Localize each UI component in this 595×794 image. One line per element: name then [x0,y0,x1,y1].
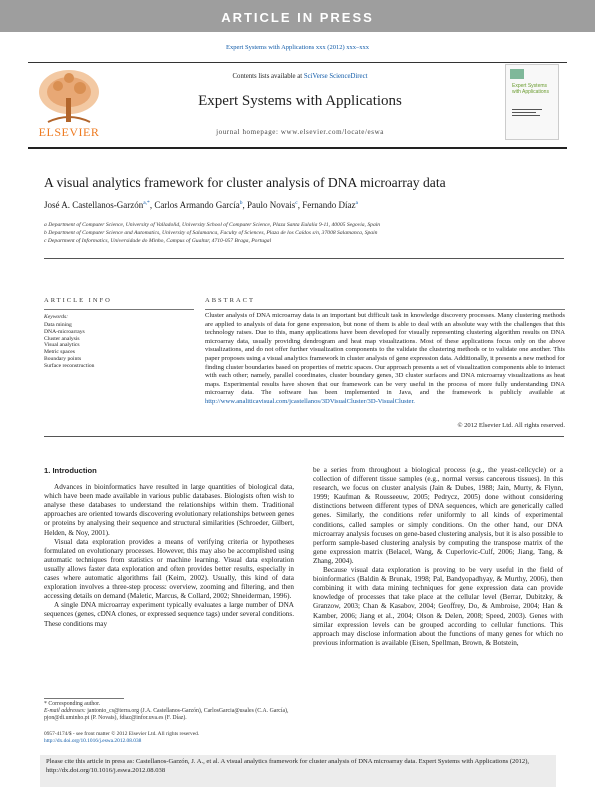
issn-line: 0957-4174/$ - see front matter © 2012 Elsevier Ltd. All rights reserved. [44,731,200,737]
article-info-heading: ARTICLE INFO [44,297,112,304]
affiliation: a Department of Computer Science, University of Valladolid, University School of Computer Science, Plaza Santa Eulalia 9-11, 40005 Segovia, Spain [44,222,381,228]
sciencedirect-link[interactable]: SciVerse ScienceDirect [303,73,368,80]
abstract-copyright: © 2012 Elsevier Ltd. All rights reserved. [457,422,565,429]
keyword: Visual analytics [44,342,80,349]
footnotes: * Corresponding author. E-mail addresses: jantonio_cs@terra.org (J.A. Castellanos-Garzón), CarlosGarcia@usales (C.A. García), pjon@di.uminho.pt (P. Novais), fdiaz@infor.uva.es (F. Díaz). [44,701,294,722]
publisher-name[interactable]: ELSEVIER [38,125,100,139]
contents-line: Contents lists available at SciVerse ScienceDirect [232,73,368,80]
author-name[interactable]: Carlos Armando García [154,200,240,210]
cover-title: Expert Systems with Applications [512,83,549,95]
author-name[interactable]: José A. Castellanos-Garzón [44,200,144,210]
paragraph: be a series from throughout a biological process (e.g., the yeast-cellcycle) or a collection of different tissue samples (e.g., normal versus cancerous tissues). In this research, we focus on cluster analysis (Jain & Dubes, 1988; Jain, Murty, & Flynn, 1999; Kaufman & Rousseeuw, 2005; Pedrycz, 2005) done without considering distinctions between different types of DNA sequences, which are generically called genes. Similarly, the conditions refer uniformly to all kinds of experimental conditions, called samples or simply conditions. On the other hand, our DNA microarray analysis focuses on gene-based clustering analysis, but it is also possible to perform sample-based clustering analysis by computing the transpose matrix of the gene expression matrix (Belacel, Wang, & Cuperlovic-Culf, 2006; Jiang, Tang, & Zhang, 2004). [313,466,563,565]
keyword: Metric spaces [44,349,75,356]
cite-box-text[interactable]: Please cite this article in press as: Castellanos-Garzón, J. A., et al. A visual analytics framework for cluster analysis of DNA microarray data. Expert Systems with Applications (2012), http://dx.doi.org/10.1016/j.eswa.2012.08.038 [46,758,530,774]
author-name[interactable]: Paulo Novais [247,200,296,210]
section-rule [44,436,564,437]
article-title: A visual analytics framework for cluster analysis of DNA microarray data [44,175,446,190]
keywords-list [44,322,164,370]
journal-name: Expert Systems with Applications [198,93,402,109]
affiliation: b Department of Computer Science and Automatics, University of Salamanca, Faculty of Sciences, Plaza de los Caídos s/n, 37008 Salamanca, Spain [44,230,378,236]
body-left-column [44,466,294,629]
doi-link[interactable]: http://dx.doi.org/10.1016/j.eswa.2012.08.038 [44,738,142,744]
header-rule-bottom [28,147,567,149]
software-link[interactable]: http://www.analiticavisual.com/jcastellanos/3DVisualCluster/3D-VisualCluster. [205,397,415,405]
journal-cover-thumbnail [505,64,559,140]
paragraph: Because visual data exploration is proving to be very useful in the field of bioinformatics (Baldin & Brunak, 1998; Pal, Bandyopadhyay, & Murthy, 2006), then combining it with data mining techniques for gene expression data can provide knowledge of processes that take place at the cellular level (Berrar, Dubitzky, & Granzow, 2003; Chan & Kasabov, 2004; Geoffrey, Do, & Ambroise, 2004; Han & Kamber, 2006; Jiang et al., 2004; Olson & Delen, 2008; Speed, 2003). Genes with similar expression levels can be grouped according to cellular functions. This approach may disclose information about the functions of many genes for which no previous information is available (Eisen, Spellman, Brown, & Botstein, [313,566,563,647]
citation-line[interactable]: Expert Systems with Applications xxx (2012) xxx–xxx [226,44,369,51]
banner-text: ARTICLE IN PRESS [221,10,374,25]
keyword: Boundary points [44,355,82,362]
keyword: Data mining [44,322,72,328]
abstract-body: Cluster analysis of DNA microarray data is an important but difficult task in knowledge discovery processes. Many clustering methods are applied to analysis of data for gene expression, but none of them is able to deal with an absolute way with the challenges that this technology raises. Due to this, many applications have been developed for visually representing clustering algorithm results on DNA microarray data, usually providing dendrogram and heat map visualizations. Most of these applications focus only on the above visualizations, and do not offer further visualization components to the validate the clustering methods or to validate one another. This paper proposes using a visual analytics framework in cluster analysis of gene expression data. Additionally, it presents a new method for finding cluster boundaries based on properties of metric spaces. Our approach presents a set of visualization components able to interact with each other; namely, parallel coordinates, cluster boundary genes, 3D cluster surfaces and DNA microarray visualizations as heat maps. Experimental results have shown that our framework can be very useful in the process of more fully understanding DNA microarray data. The software has been implemented in Java, and the framework is publicly available at http://www.analiticavisual.com/jcastellanos/3DVisualCluster/3D-VisualCluster. [205,312,565,405]
email-addresses[interactable]: jantonio_cs@terra.org (J.A. Castellanos-Garzón), CarlosGarcia@usales (C.A. García), pjon@di.uminho.pt (P. Novais), fdiaz@infor.uva.es (F. Díaz). [44,708,289,721]
affiliation: c Department of Informatics, Universidade do Minho, Campus of Gualtar, 4710-057 Braga, Portugal [44,238,272,244]
section-heading: 1. Introduction [44,466,97,475]
paragraph: Visual data exploration provides a means of verifying criteria or hypotheses formulated on evolutionary processes. However, this may also be accomplished using automatic techniques from statistics or machine learning. Visual data exploration usually allows faster data exploration and often provides better results, especially in cases where automatic algorithms fail (Keim, 2002). Usually, this kind of data exploration involves a three-step process: overview, zooming and filtering, and then accessing details on demand (Maletic, Marcus, & Collard, 2002; Shneiderman, 1996). [44,537,294,601]
header-rule-top [28,62,567,63]
abstract-heading: ABSTRACT [205,297,255,304]
paragraph: A single DNA microarray experiment typically evaluates a large number of DNA sequences (genes, cDNA clones, or expressed sequence tags) under several conditions. These conditions may [44,601,294,628]
section-rule [44,258,564,259]
cover-logo-mark [510,69,524,79]
corresponding-author-note: * Corresponding author. [44,701,101,707]
keywords-label: Keywords: [44,314,69,320]
keyword: DNA-microarrays [44,328,85,335]
author-list: José A. Castellanos-Garzón$^{a,*}$, Carlos Armando García$^b$, Paulo Novais$^c$, Fernando Díaz$^a$ [44,200,358,210]
keyword: Surface reconstruction [44,362,95,369]
journal-homepage[interactable]: journal homepage: www.elsevier.com/locate/eswa [216,128,384,136]
paragraph: Advances in bioinformatics have resulted in large quantities of biological data, which have been made available in various public databases. Biologists often wish to analyse these databases to understand the relationships within them. Traditional approaches are oriented towards discovering evolutionary relationships between genes or proteins by analysing their sequence and structural similarities (Schroeder, Gilbert, Helden, & Noy, 2001). [44,483,294,537]
author-name[interactable]: Fernando Díaz [302,200,356,210]
keyword: Cluster analysis [44,335,80,342]
body-right-column [313,466,563,648]
